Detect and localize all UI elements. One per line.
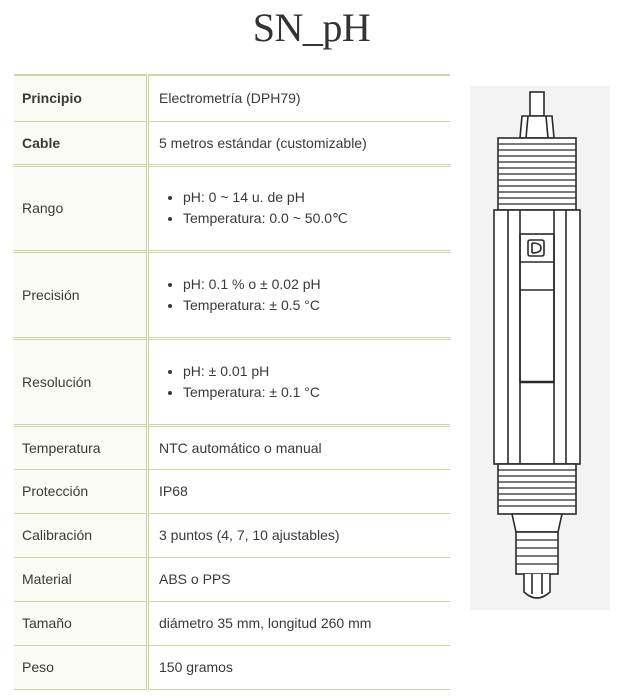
spec-value: 150 gramos [148, 645, 451, 689]
spec-label: Tamaño [14, 601, 148, 645]
list-item: • pH: 0 ~ 14 u. de pH [183, 187, 442, 208]
list-item: • Temperatura: ± 0.1 °C [183, 382, 442, 403]
spec-value: IP68 [148, 469, 451, 513]
spec-value: Electrometría (DPH79) [148, 75, 451, 121]
list-item: • pH: ± 0.01 pH [183, 361, 442, 382]
spec-label: Material [14, 557, 148, 601]
spec-label: Resolución [14, 338, 148, 425]
spec-label: Temperatura [14, 425, 148, 469]
table-row [14, 645, 450, 689]
list-item: • pH: 0.1 % o ± 0.02 pH [183, 274, 442, 295]
spec-label: Rango [14, 165, 148, 251]
spec-value [148, 338, 451, 425]
spec-list [159, 187, 442, 229]
table-row [14, 601, 450, 645]
table-row [14, 425, 450, 469]
list-item: • Temperatura: 0.0 ~ 50.0℃ [183, 208, 442, 229]
spec-label: Cable [14, 121, 148, 165]
spec-table [14, 74, 450, 690]
table-row [14, 557, 450, 601]
product-illustration [470, 86, 610, 610]
spec-value: 3 puntos (4, 7, 10 ajustables) [148, 513, 451, 557]
table-row [14, 251, 450, 338]
list-item: • Temperatura: ± 0.5 °C [183, 295, 442, 316]
spec-value [148, 165, 451, 251]
spec-label: Principio [14, 75, 148, 121]
ph-sensor-probe-icon [470, 86, 610, 610]
spec-label: Precisión [14, 251, 148, 338]
table-row [14, 165, 450, 251]
spec-value [148, 251, 451, 338]
page-title: SN_pH [252, 5, 371, 50]
spec-label: Peso [14, 645, 148, 689]
spec-value: NTC automático o manual [148, 425, 451, 469]
table-row [14, 513, 450, 557]
spec-label: Protección [14, 469, 148, 513]
spec-list [159, 274, 442, 316]
table-row [14, 75, 450, 121]
table-row [14, 121, 450, 165]
spec-value: ABS o PPS [148, 557, 451, 601]
table-row [14, 338, 450, 425]
spec-value: 5 metros estándar (customizable) [148, 121, 451, 165]
spec-list [159, 361, 442, 403]
table-row [14, 469, 450, 513]
spec-label: Calibración [14, 513, 148, 557]
spec-value: diámetro 35 mm, longitud 260 mm [148, 601, 451, 645]
